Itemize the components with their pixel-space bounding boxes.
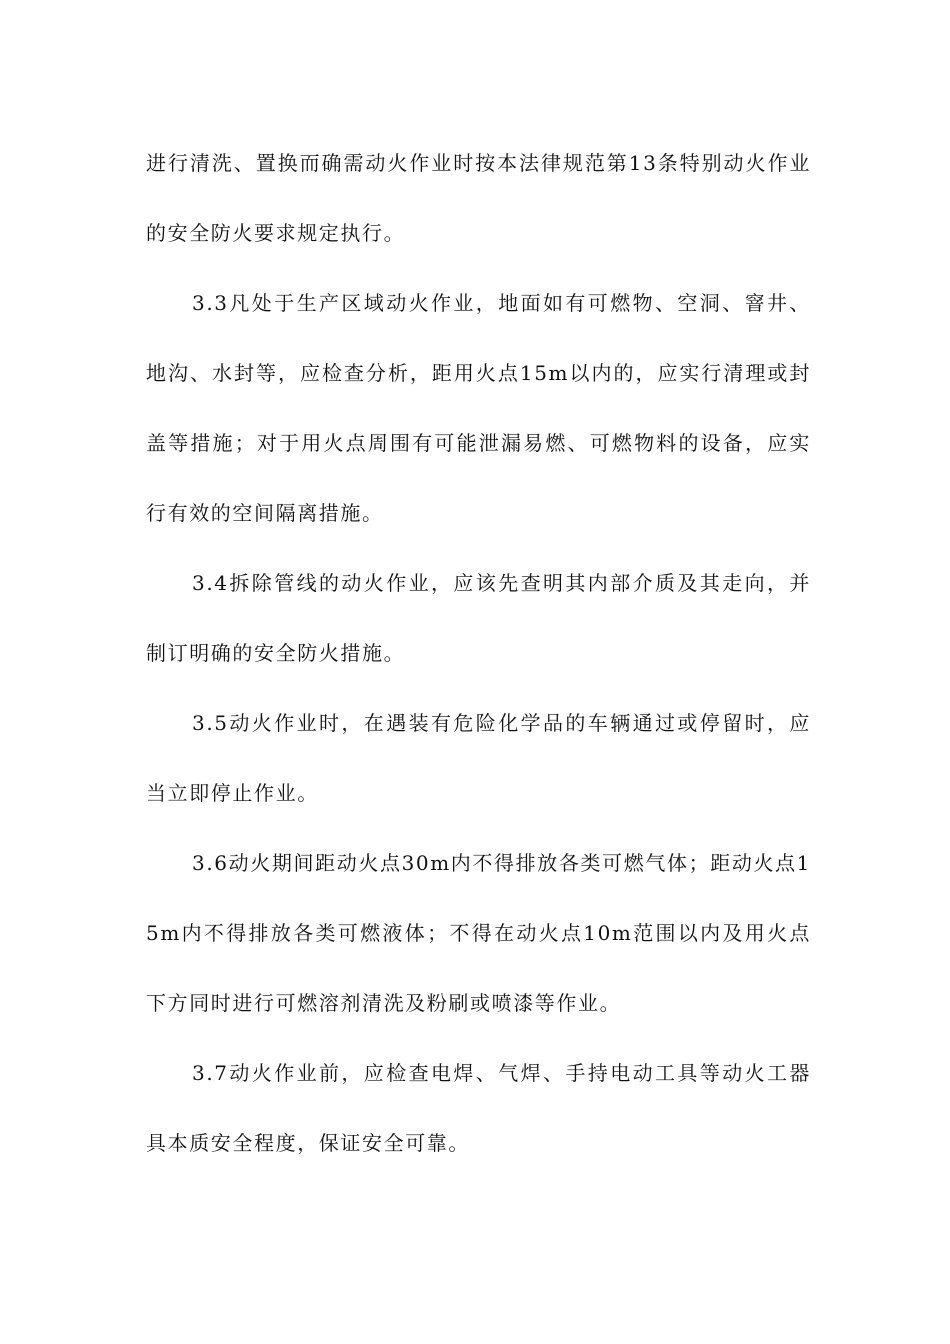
paragraph-clause-3-6: 3.6动火期间距动火点30m内不得排放各类可燃气体；距动火点15m内不得排放各类可燃液体；不得在动火点10m范围以内及用火点下方同时进行可燃溶剂清洗及粉刷或喷漆等作业。: [146, 851, 811, 1015]
paragraph-clause-3-5: 3.5动火作业时，在遇装有危险化学品的车辆通过或停留时，应当立即停止作业。: [146, 711, 811, 805]
paragraph-continuation: 进行清洗、置换而确需动火作业时按本法律规范第13条特别动火作业的安全防火要求规定执行。: [146, 151, 811, 245]
paragraph-clause-3-7: 3.7动火作业前，应检查电焊、气焊、手持电动工具等动火工器具本质安全程度，保证安全可靠。: [146, 1061, 811, 1155]
paragraph-clause-3-4: 3.4拆除管线的动火作业，应该先查明其内部介质及其走向，并制订明确的安全防火措施。: [146, 571, 811, 665]
paragraph-clause-3-3: 3.3凡处于生产区域动火作业，地面如有可燃物、空洞、窨井、地沟、水封等，应检查分析，距用火点15m以内的，应实行清理或封盖等措施；对于用火点周围有可能泄漏易燃、可燃物料的设备，应实行有效的空间隔离措施。: [146, 291, 811, 525]
document-body: [146, 128, 811, 1178]
